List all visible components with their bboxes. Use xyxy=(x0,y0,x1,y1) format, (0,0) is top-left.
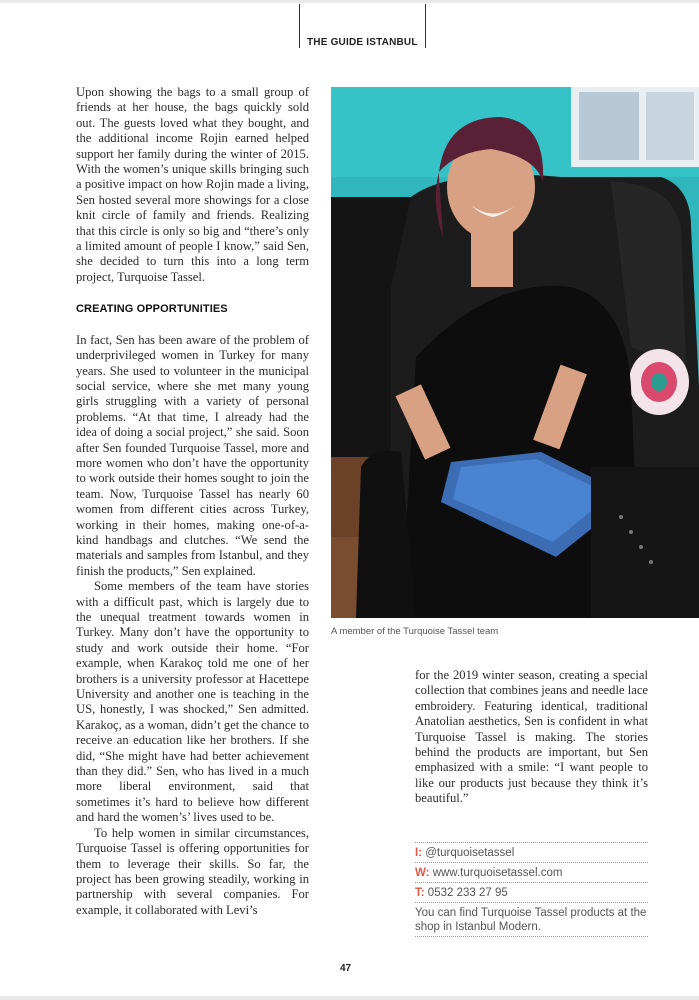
header-divider-left xyxy=(299,4,300,48)
phone-number: 0532 233 27 95 xyxy=(427,887,508,899)
info-note: You can find Turquoise Tassel products at the shop in Istanbul Modern. xyxy=(415,902,648,937)
right-column xyxy=(415,668,648,807)
section-heading: CREATING OPPORTUNITIES xyxy=(76,303,228,316)
bottom-border xyxy=(0,996,699,1000)
page-number: 47 xyxy=(340,963,352,974)
paragraph-help-women: To help women in similar circumstances, Turquoise Tassel is offering opportunities for them to leverage their skills. So far, the project has been growing steadily, working in partnership with several companies. For example, it collaborated with Levi’s xyxy=(76,825,309,917)
website-url: www.turquoisetassel.com xyxy=(432,867,563,879)
instagram-handle: @turquoisetassel xyxy=(425,847,515,859)
info-instagram xyxy=(415,842,648,862)
photo-caption: A member of the Turquoise Tassel team xyxy=(331,626,499,637)
phone-label: T: xyxy=(415,887,425,899)
header-divider-right xyxy=(425,4,426,48)
paragraph-team-stories: Some members of the team have stories with a difficult past, which is largely due to the unequal treatment towards women in Turkey. Many don’t have the opportunity to study and work outside their home. “For example, when Karakoç told me one of her brothers is a university professor at Hacettepe University and another one is teaching in the US, honestly, I was shocked,” Sen admitted. Karakoç, as a woman, didn’t get the chance to receive an education like her brothers. If she did, “She might have had better achievement than they did.” Sen, who has lived in a much more liberal environment, said that sometimes it’s hard to believe how different and hard the women’s’ lives used to be. xyxy=(76,579,309,825)
info-phone xyxy=(415,882,648,902)
paragraph-awareness: In fact, Sen has been aware of the problem of underprivileged women in Turkey for many years. She used to volunteer in the municipal social service, where she met many young girls struggling with a variety of personal problems. “At that time, I already had the idea of doing a social project,” she said. Soon after Sen founded Turquoise Tassel, more and more women who don’t have the opportunity to work outside their homes sought to join the team. Now, Turquoise Tassel has nearly 60 women from different cities across Turkey, working in their homes, making one-of-a-kind handbags and clutches. “We send the materials and samples from Istanbul, and they finish the products,” Sen explained. xyxy=(76,332,309,578)
info-box xyxy=(415,842,648,937)
running-header: THE GUIDE ISTANBUL xyxy=(307,37,418,48)
instagram-label: I: xyxy=(415,847,423,859)
left-column xyxy=(76,85,309,918)
info-website xyxy=(415,862,648,882)
article-photo xyxy=(331,87,699,618)
paragraph-intro: Upon showing the bags to a small group of friends at her house, the bags quickly sold out. The guests loved what they bought, and the additional income Rojin earned helped support her family during the winter of 2015. With the women’s unique skills bringing such a positive impact on how Rojin made a living, Sen hosted several more showings for a close knit circle of family and friends. Realizing that this circle is only so big and “there’s only a limited amount of people I know,” said Sen, she decided to turn this into a long term project, Turquoise Tassel. xyxy=(76,85,309,284)
website-label: W: xyxy=(415,867,430,879)
top-border xyxy=(0,0,699,3)
paragraph-levis: for the 2019 winter season, creating a special collection that combines jeans and needle lace embroidery. Featuring identical, traditional Anatolian aesthetics, Sen is confident in what Turquoise Tassel is making. The stories behind the products are important, but Sen emphasized with a smile: “I want people to like our products just because they think it’s beautiful.” xyxy=(415,668,648,806)
